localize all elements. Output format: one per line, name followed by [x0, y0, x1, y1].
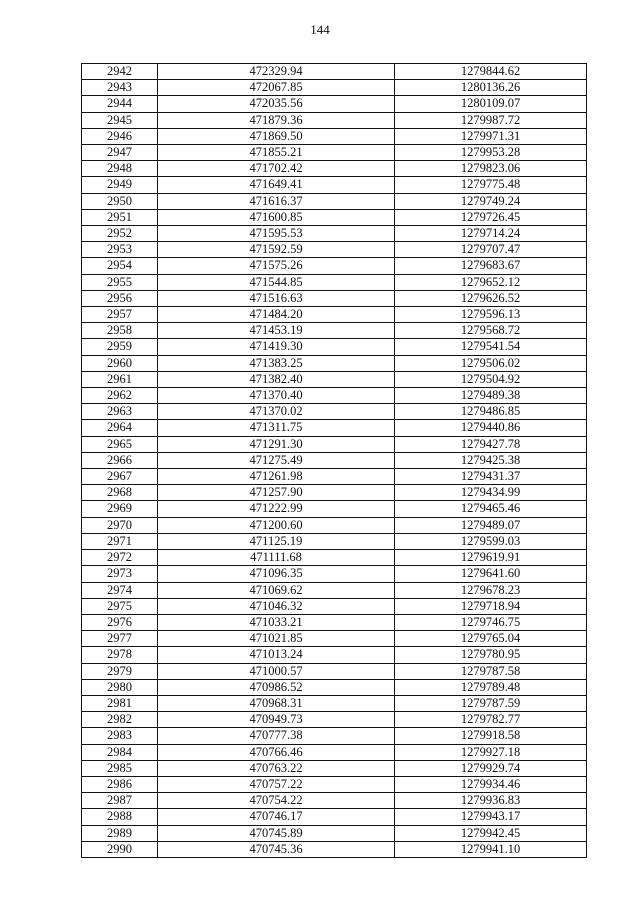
table-row [82, 841, 587, 857]
x-coordinate-cell: 471111.68 [158, 550, 395, 566]
table-row [82, 663, 587, 679]
table-row [82, 145, 587, 161]
point-number-cell: 2979 [82, 663, 158, 679]
table-row [82, 420, 587, 436]
table-row [82, 533, 587, 549]
table-row [82, 744, 587, 760]
y-coordinate-cell: 1279726.45 [395, 209, 587, 225]
y-coordinate-cell: 1279568.72 [395, 323, 587, 339]
y-coordinate-cell: 1279918.58 [395, 728, 587, 744]
point-number-cell: 2964 [82, 420, 158, 436]
x-coordinate-cell: 471592.59 [158, 242, 395, 258]
table-row [82, 809, 587, 825]
y-coordinate-cell: 1279427.78 [395, 436, 587, 452]
point-number-cell: 2975 [82, 598, 158, 614]
y-coordinate-cell: 1279619.91 [395, 550, 587, 566]
table-row [82, 80, 587, 96]
point-number-cell: 2953 [82, 242, 158, 258]
x-coordinate-cell: 471575.26 [158, 258, 395, 274]
x-coordinate-cell: 471200.60 [158, 517, 395, 533]
x-coordinate-cell: 471370.40 [158, 388, 395, 404]
table-row [82, 452, 587, 468]
table-row [82, 695, 587, 711]
y-coordinate-cell: 1279465.46 [395, 501, 587, 517]
table-row [82, 501, 587, 517]
table-row [82, 776, 587, 792]
table-row [82, 96, 587, 112]
table-body [82, 64, 587, 858]
point-number-cell: 2973 [82, 566, 158, 582]
y-coordinate-cell: 1279823.06 [395, 161, 587, 177]
y-coordinate-cell: 1279678.23 [395, 582, 587, 598]
y-coordinate-cell: 1279936.83 [395, 793, 587, 809]
y-coordinate-cell: 1279934.46 [395, 776, 587, 792]
point-number-cell: 2971 [82, 533, 158, 549]
table-row [82, 193, 587, 209]
table-row [82, 631, 587, 647]
x-coordinate-cell: 471544.85 [158, 274, 395, 290]
point-number-cell: 2959 [82, 339, 158, 355]
y-coordinate-cell: 1279746.75 [395, 614, 587, 630]
table-row [82, 209, 587, 225]
point-number-cell: 2960 [82, 355, 158, 371]
point-number-cell: 2976 [82, 614, 158, 630]
point-number-cell: 2949 [82, 177, 158, 193]
x-coordinate-cell: 471484.20 [158, 307, 395, 323]
x-coordinate-cell: 471291.30 [158, 436, 395, 452]
y-coordinate-cell: 1279782.77 [395, 712, 587, 728]
y-coordinate-cell: 1279434.99 [395, 485, 587, 501]
x-coordinate-cell: 471222.99 [158, 501, 395, 517]
table-row [82, 647, 587, 663]
table-row [82, 323, 587, 339]
table-row [82, 307, 587, 323]
x-coordinate-cell: 472035.56 [158, 96, 395, 112]
x-coordinate-cell: 471453.19 [158, 323, 395, 339]
point-number-cell: 2981 [82, 695, 158, 711]
x-coordinate-cell: 470745.89 [158, 825, 395, 841]
point-number-cell: 2988 [82, 809, 158, 825]
table-row [82, 339, 587, 355]
y-coordinate-cell: 1279541.54 [395, 339, 587, 355]
y-coordinate-cell: 1279953.28 [395, 145, 587, 161]
y-coordinate-cell: 1279943.17 [395, 809, 587, 825]
table-row [82, 388, 587, 404]
point-number-cell: 2966 [82, 452, 158, 468]
point-number-cell: 2982 [82, 712, 158, 728]
y-coordinate-cell: 1279765.04 [395, 631, 587, 647]
point-number-cell: 2943 [82, 80, 158, 96]
y-coordinate-cell: 1279652.12 [395, 274, 587, 290]
y-coordinate-cell: 1279929.74 [395, 760, 587, 776]
x-coordinate-cell: 471702.42 [158, 161, 395, 177]
x-coordinate-cell: 471261.98 [158, 469, 395, 485]
table-row [82, 177, 587, 193]
x-coordinate-cell: 470949.73 [158, 712, 395, 728]
table-row [82, 566, 587, 582]
x-coordinate-cell: 470746.17 [158, 809, 395, 825]
y-coordinate-cell: 1279775.48 [395, 177, 587, 193]
y-coordinate-cell: 1279596.13 [395, 307, 587, 323]
table-row [82, 404, 587, 420]
point-number-cell: 2969 [82, 501, 158, 517]
x-coordinate-cell: 471382.40 [158, 371, 395, 387]
table-row [82, 371, 587, 387]
x-coordinate-cell: 471869.50 [158, 128, 395, 144]
x-coordinate-cell: 471649.41 [158, 177, 395, 193]
y-coordinate-cell: 1279504.92 [395, 371, 587, 387]
x-coordinate-cell: 470766.46 [158, 744, 395, 760]
table-row [82, 274, 587, 290]
y-coordinate-cell: 1279431.37 [395, 469, 587, 485]
table-row [82, 614, 587, 630]
x-coordinate-cell: 471879.36 [158, 112, 395, 128]
table-row [82, 550, 587, 566]
table-row [82, 712, 587, 728]
table-row [82, 485, 587, 501]
x-coordinate-cell: 470763.22 [158, 760, 395, 776]
point-number-cell: 2958 [82, 323, 158, 339]
point-number-cell: 2967 [82, 469, 158, 485]
point-number-cell: 2987 [82, 793, 158, 809]
point-number-cell: 2954 [82, 258, 158, 274]
table-row [82, 161, 587, 177]
point-number-cell: 2963 [82, 404, 158, 420]
x-coordinate-cell: 471855.21 [158, 145, 395, 161]
x-coordinate-cell: 471033.21 [158, 614, 395, 630]
table-row [82, 825, 587, 841]
x-coordinate-cell: 471046.32 [158, 598, 395, 614]
y-coordinate-cell: 1279683.67 [395, 258, 587, 274]
table-row [82, 64, 587, 80]
point-number-cell: 2944 [82, 96, 158, 112]
y-coordinate-cell: 1279789.48 [395, 679, 587, 695]
x-coordinate-cell: 471021.85 [158, 631, 395, 647]
x-coordinate-cell: 471257.90 [158, 485, 395, 501]
table-row [82, 598, 587, 614]
y-coordinate-cell: 1279599.03 [395, 533, 587, 549]
table-row [82, 582, 587, 598]
point-number-cell: 2978 [82, 647, 158, 663]
x-coordinate-cell: 471275.49 [158, 452, 395, 468]
y-coordinate-cell: 1279844.62 [395, 64, 587, 80]
x-coordinate-cell: 472329.94 [158, 64, 395, 80]
page-number: 144 [310, 22, 330, 37]
x-coordinate-cell: 471069.62 [158, 582, 395, 598]
table-row [82, 112, 587, 128]
x-coordinate-cell: 471616.37 [158, 193, 395, 209]
point-number-cell: 2957 [82, 307, 158, 323]
y-coordinate-cell: 1279626.52 [395, 290, 587, 306]
point-number-cell: 2962 [82, 388, 158, 404]
table-row [82, 436, 587, 452]
point-number-cell: 2955 [82, 274, 158, 290]
point-number-cell: 2980 [82, 679, 158, 695]
x-coordinate-cell: 471600.85 [158, 209, 395, 225]
point-number-cell: 2947 [82, 145, 158, 161]
table-row [82, 517, 587, 533]
point-number-cell: 2961 [82, 371, 158, 387]
point-number-cell: 2942 [82, 64, 158, 80]
table-row [82, 242, 587, 258]
x-coordinate-cell: 471125.19 [158, 533, 395, 549]
x-coordinate-cell: 471383.25 [158, 355, 395, 371]
y-coordinate-cell: 1280109.07 [395, 96, 587, 112]
point-number-cell: 2985 [82, 760, 158, 776]
table-row [82, 290, 587, 306]
table-row [82, 728, 587, 744]
y-coordinate-cell: 1279787.59 [395, 695, 587, 711]
y-coordinate-cell: 1279787.58 [395, 663, 587, 679]
x-coordinate-cell: 471311.75 [158, 420, 395, 436]
x-coordinate-cell: 471370.02 [158, 404, 395, 420]
y-coordinate-cell: 1279486.85 [395, 404, 587, 420]
point-number-cell: 2946 [82, 128, 158, 144]
point-number-cell: 2972 [82, 550, 158, 566]
table-row [82, 355, 587, 371]
x-coordinate-cell: 470745.36 [158, 841, 395, 857]
point-number-cell: 2986 [82, 776, 158, 792]
point-number-cell: 2990 [82, 841, 158, 857]
point-number-cell: 2983 [82, 728, 158, 744]
y-coordinate-cell: 1279942.45 [395, 825, 587, 841]
x-coordinate-cell: 472067.85 [158, 80, 395, 96]
point-number-cell: 2952 [82, 226, 158, 242]
x-coordinate-cell: 471419.30 [158, 339, 395, 355]
point-number-cell: 2956 [82, 290, 158, 306]
coordinates-table [81, 63, 587, 858]
x-coordinate-cell: 470754.22 [158, 793, 395, 809]
point-number-cell: 2977 [82, 631, 158, 647]
y-coordinate-cell: 1279971.31 [395, 128, 587, 144]
y-coordinate-cell: 1279749.24 [395, 193, 587, 209]
point-number-cell: 2968 [82, 485, 158, 501]
table-row [82, 469, 587, 485]
y-coordinate-cell: 1279425.38 [395, 452, 587, 468]
y-coordinate-cell: 1279927.18 [395, 744, 587, 760]
point-number-cell: 2974 [82, 582, 158, 598]
point-number-cell: 2945 [82, 112, 158, 128]
x-coordinate-cell: 471516.63 [158, 290, 395, 306]
y-coordinate-cell: 1279489.07 [395, 517, 587, 533]
table-row [82, 258, 587, 274]
x-coordinate-cell: 470968.31 [158, 695, 395, 711]
table-row [82, 679, 587, 695]
y-coordinate-cell: 1279987.72 [395, 112, 587, 128]
x-coordinate-cell: 471595.53 [158, 226, 395, 242]
table-row [82, 793, 587, 809]
table-row [82, 128, 587, 144]
table-row [82, 226, 587, 242]
y-coordinate-cell: 1279707.47 [395, 242, 587, 258]
x-coordinate-cell: 470986.52 [158, 679, 395, 695]
y-coordinate-cell: 1279718.94 [395, 598, 587, 614]
y-coordinate-cell: 1279440.86 [395, 420, 587, 436]
x-coordinate-cell: 470777.38 [158, 728, 395, 744]
x-coordinate-cell: 470757.22 [158, 776, 395, 792]
point-number-cell: 2965 [82, 436, 158, 452]
x-coordinate-cell: 471096.35 [158, 566, 395, 582]
y-coordinate-cell: 1279780.95 [395, 647, 587, 663]
y-coordinate-cell: 1279506.02 [395, 355, 587, 371]
y-coordinate-cell: 1279941.10 [395, 841, 587, 857]
y-coordinate-cell: 1279714.24 [395, 226, 587, 242]
y-coordinate-cell: 1279489.38 [395, 388, 587, 404]
x-coordinate-cell: 471013.24 [158, 647, 395, 663]
point-number-cell: 2989 [82, 825, 158, 841]
y-coordinate-cell: 1279641.60 [395, 566, 587, 582]
x-coordinate-cell: 471000.57 [158, 663, 395, 679]
point-number-cell: 2950 [82, 193, 158, 209]
point-number-cell: 2984 [82, 744, 158, 760]
table-row [82, 760, 587, 776]
point-number-cell: 2948 [82, 161, 158, 177]
point-number-cell: 2951 [82, 209, 158, 225]
point-number-cell: 2970 [82, 517, 158, 533]
y-coordinate-cell: 1280136.26 [395, 80, 587, 96]
